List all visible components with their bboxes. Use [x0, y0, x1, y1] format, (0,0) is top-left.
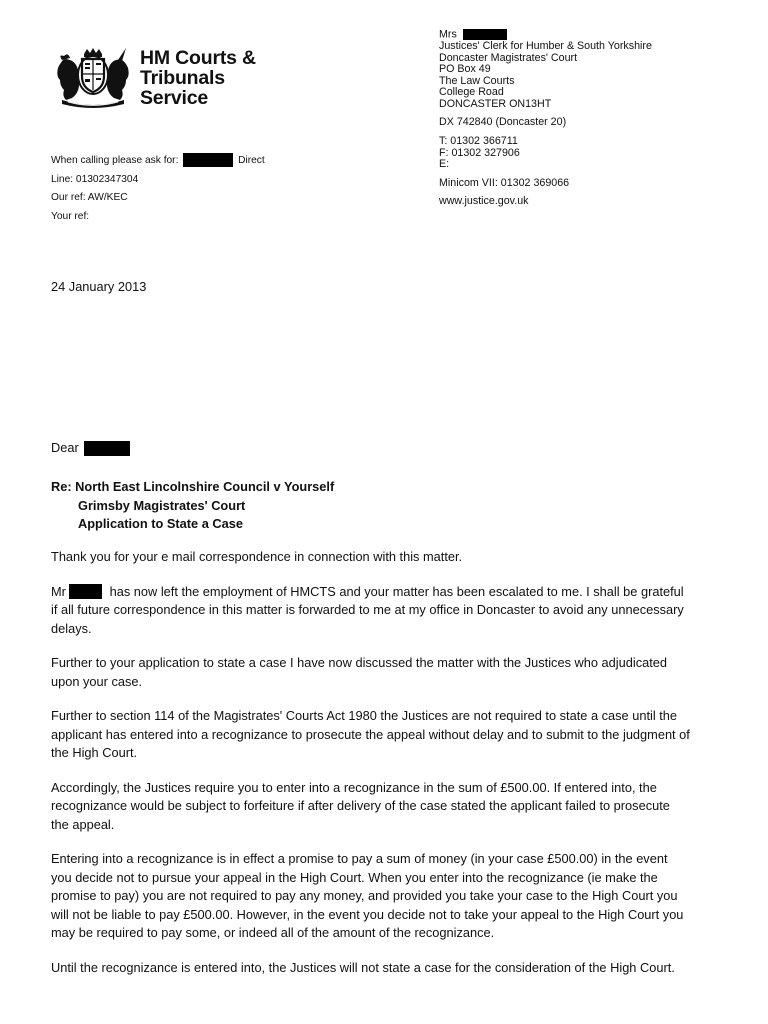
letter-body — [51, 548, 691, 993]
redacted-contact-name — [183, 153, 233, 167]
brand-line-2: Tribunals — [140, 67, 225, 89]
sender-title: Justices' Clerk for Humber & South Yorkshire — [439, 39, 652, 52]
sender-building: The Law Courts — [439, 74, 515, 87]
paragraph-6: Entering into a recognizance is in effect a promise to pay a sum of money (in your case £500.00) in the event you decide not to pursue your appeal in the High Court. When you enter into the recognizance (ie make the promise to pay) you are not required to pay any money, and provided you take your case to the High Court you will not be liable to pay £500.00. However, in the event you decide not to take your appeal to the High Court you may be required to pay some, or indeed all of the amount of the recognizance. — [51, 851, 684, 940]
subject-line-2: Grimsby Magistrates' Court — [78, 497, 246, 513]
subject-line-1: Re: North East Lincolnshire Council v Yourself — [51, 479, 335, 494]
sender-po-box: PO Box 49 — [439, 63, 491, 76]
subject-heading — [51, 478, 334, 534]
paragraph-5: Accordingly, the Justices require you to enter into a recognizance in the sum of £500.00. If entered into, the recognizance would be subject to forfeiture if after delivery of the case stated the applicant failed to prosecute the appeal. — [51, 779, 670, 832]
redacted-name — [463, 29, 507, 40]
ask-for-label: When calling please ask for: — [51, 155, 179, 166]
brand-line-3: Service — [140, 87, 208, 109]
paragraph-7: Until the recognizance is entered into, the Justices will not state a case for the consideration of the High Court. — [51, 959, 675, 975]
letter-date: 24 January 2013 — [51, 279, 147, 294]
paragraph-4: Further to section 114 of the Magistrates' Courts Act 1980 the Justices are not required to state a case until the applicant has entered into a recognizance to prosecute the appeal without delay and to submit to the judgment of the High Court. — [51, 708, 690, 760]
sender-phone: T: 01302 366711 — [439, 135, 518, 148]
redacted-recipient — [84, 441, 130, 456]
redacted-name — [69, 584, 102, 599]
sender-dx: DX 742840 (Doncaster 20) — [439, 116, 567, 129]
paragraph-2 — [51, 583, 691, 639]
organisation-name — [140, 48, 256, 108]
our-ref: Our ref: AW/KEC — [51, 192, 128, 204]
direct-line: Line: 01302347304 — [51, 173, 139, 185]
sender-minicom: Minicom VII: 01302 369066 — [439, 176, 570, 189]
subject-line-3: Application to State a Case — [78, 516, 243, 531]
royal-coat-of-arms-icon — [52, 46, 134, 110]
sender-city: DONCASTER ON13HT — [439, 97, 552, 110]
sender-street: College Road — [439, 86, 504, 99]
sender-website: www.justice.gov.uk — [439, 195, 529, 208]
paragraph-3: Further to your application to state a case I have now discussed the matter with the Justices who adjudicated upon your case. — [51, 655, 668, 689]
sender-fax: F: 01302 327906 — [439, 146, 520, 159]
sender-court: Doncaster Magistrates' Court — [439, 51, 578, 64]
ask-for-line — [51, 152, 265, 171]
salutation — [51, 440, 130, 456]
paragraph-2-text: has now left the employment of HMCTS and your matter has been escalated to me. I shall be grateful if all future correspondence in this matter is forwarded to me at my office in Doncaster to avoid any unnecessary delays. — [51, 583, 684, 636]
direct-label: Direct — [238, 155, 265, 166]
paragraph-2-prefix: Mr — [51, 583, 66, 599]
sender-address — [439, 29, 652, 208]
your-ref: Your ref: — [51, 211, 90, 223]
salutation-text: Dear — [51, 440, 79, 455]
sender-email: E: — [439, 158, 450, 171]
brand-line-1: HM Courts & — [140, 47, 256, 69]
sender-name: Mrs — [439, 28, 457, 41]
paragraph-1: Thank you for your e mail correspondence in connection with this matter. — [51, 549, 463, 564]
contact-details — [51, 152, 265, 227]
